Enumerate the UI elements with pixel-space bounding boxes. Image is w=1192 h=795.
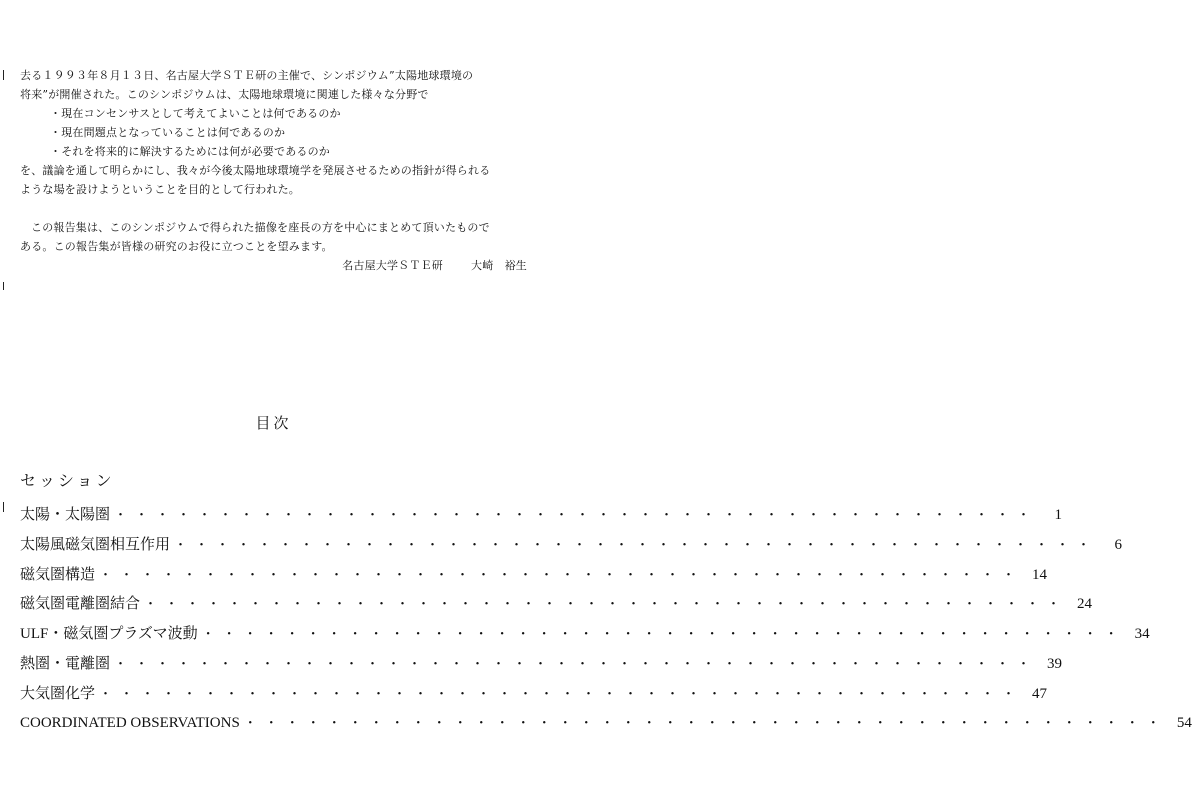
toc-entry-page: 34 xyxy=(1134,626,1150,643)
dot-leader: ・・・・・・・・・・・・・・・・・・・・・・・・・・・・・・・・・・・・・・・・・・・・ xyxy=(174,537,1099,553)
toc-entry-page: 47 xyxy=(1032,685,1048,702)
toc-entry[interactable] xyxy=(20,563,1048,593)
preface-line: ような場を設けようということを目的として行われた。 xyxy=(20,183,300,196)
toc-entry-label: 太陽風磁気圏相互作用 xyxy=(20,534,171,553)
toc-entry[interactable] xyxy=(20,503,1063,533)
dot-leader: ・・・・・・・・・・・・・・・・・・・・・・・・・・・・・・・・・・・・・・・・・・・・ xyxy=(114,656,1039,672)
toc-entry-page: 6 xyxy=(1114,536,1123,553)
toc-entry-label: 大気圏化学 xyxy=(20,683,96,702)
toc-entry-page: 24 xyxy=(1077,596,1093,613)
preface-line: この報告集は、このシンポジウムで得られた描像を座長の方を中心にまとめて頂いたもので xyxy=(31,221,490,234)
dot-leader: ・・・・・・・・・・・・・・・・・・・・・・・・・・・・・・・・・・・・・・・・・・・・ xyxy=(114,508,1039,523)
preface-bullet: ・それを将来的に解決するためには何が必要であるのか xyxy=(50,145,330,158)
toc-entry[interactable] xyxy=(20,712,1192,742)
toc-entry-label: COORDINATED OBSERVATIONS xyxy=(20,714,240,731)
toc-entry-page: 14 xyxy=(1032,566,1048,583)
toc-title: 目次 xyxy=(255,414,292,432)
dot-leader: ・・・・・・・・・・・・・・・・・・・・・・・・・・・・・・・・・・・・・・・・・・・・ xyxy=(144,597,1069,613)
preface-bullet: ・現在問題点となっていることは何であるのか xyxy=(50,126,286,139)
toc-entry-label: 熱圏・電離圏 xyxy=(20,653,111,672)
signature xyxy=(20,256,535,275)
signature-org: 名古屋大学ＳＴＥ研 xyxy=(342,259,443,272)
preface-line: 将来”が開催された。このシンポジウムは、太陽地球環境に関連した様々な分野で xyxy=(20,88,429,101)
preface-bullet: ・現在コンセンサスとして考えてよいことは何であるのか xyxy=(50,107,341,120)
margin-mark-bottom xyxy=(3,502,4,512)
toc-entry-label: 太陽・太陽圏 xyxy=(20,505,111,523)
toc-entry-label: 磁気圏構造 xyxy=(20,564,96,583)
toc-entry[interactable] xyxy=(20,533,1123,563)
dot-leader: ・・・・・・・・・・・・・・・・・・・・・・・・・・・・・・・・・・・・・・・・・・・・ xyxy=(99,686,1024,702)
toc-entry-page: 1 xyxy=(1054,507,1063,523)
toc-entry[interactable] xyxy=(20,682,1048,712)
signature-name: 大崎 裕生 xyxy=(471,259,527,272)
toc-entry-label: 磁気圏電離圏結合 xyxy=(20,594,141,613)
toc-entry[interactable] xyxy=(20,622,1150,652)
dot-leader: ・・・・・・・・・・・・・・・・・・・・・・・・・・・・・・・・・・・・・・・・・・・・ xyxy=(201,627,1126,643)
dot-leader: ・・・・・・・・・・・・・・・・・・・・・・・・・・・・・・・・・・・・・・・・・・・・ xyxy=(99,567,1024,583)
table-of-contents xyxy=(20,503,1192,741)
toc-entry-page: 39 xyxy=(1047,655,1063,672)
toc-entry[interactable] xyxy=(20,592,1093,622)
preface xyxy=(20,66,535,275)
preface-line: 去る１９９３年８月１３日、名古屋大学ＳＴＥ研の主催で、シンポジウム”太陽地球環境の xyxy=(20,69,474,82)
margin-mark-middle xyxy=(3,282,4,290)
preface-line: ある。この報告集が皆様の研究のお役に立つことを望みます。 xyxy=(20,240,333,253)
section-heading: セッション xyxy=(20,471,115,490)
toc-entry[interactable] xyxy=(20,652,1063,682)
toc-entry-page: 54 xyxy=(1176,714,1192,731)
preface-line: を、議論を通して明らかにし、我々が今後太陽地球環境学を発展させるための指針が得られる xyxy=(20,164,491,177)
dot-leader: ・・・・・・・・・・・・・・・・・・・・・・・・・・・・・・・・・・・・・・・・・・・・ xyxy=(243,715,1168,731)
margin-mark-top xyxy=(3,70,4,80)
toc-entry-label: ULF・磁気圏プラズマ波動 xyxy=(20,626,198,643)
